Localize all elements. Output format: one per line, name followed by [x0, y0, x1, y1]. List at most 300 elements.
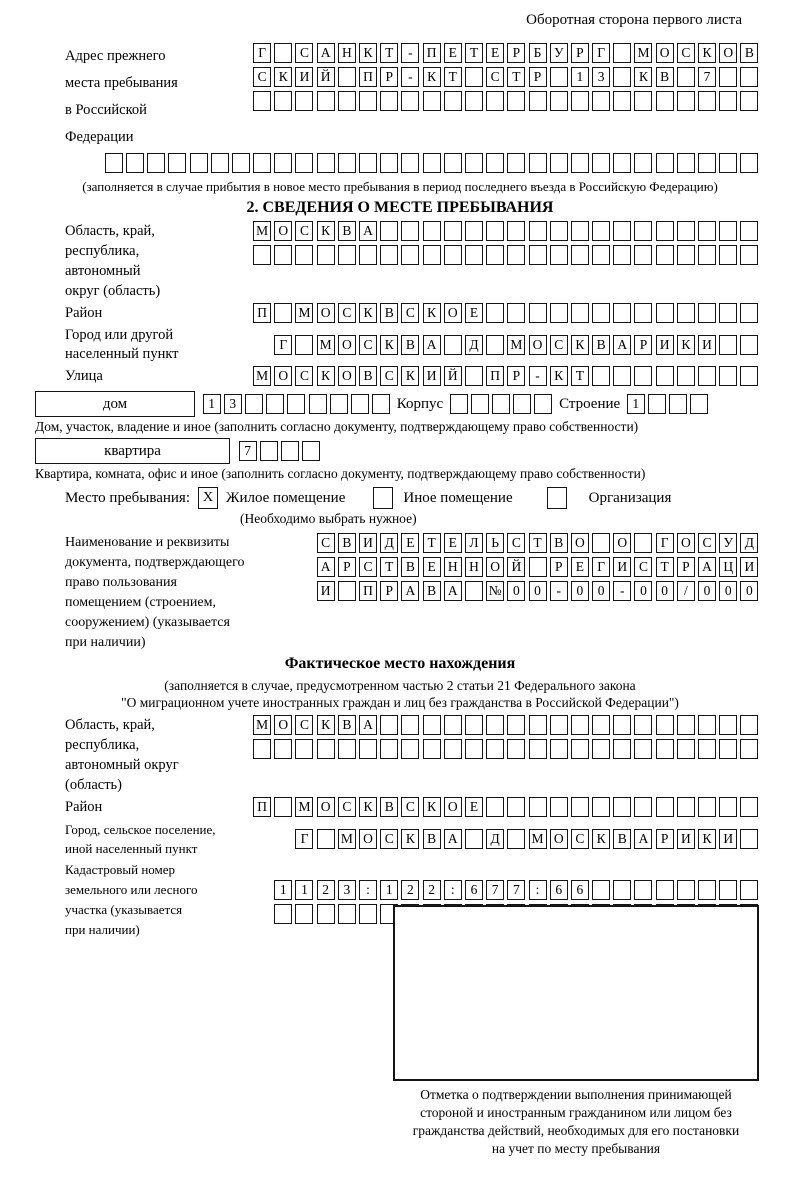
- char-cell[interactable]: И: [719, 829, 737, 849]
- char-cell[interactable]: [380, 739, 398, 759]
- char-cell[interactable]: [529, 91, 547, 111]
- char-cell[interactable]: [253, 739, 271, 759]
- char-cell[interactable]: [359, 245, 377, 265]
- char-cell[interactable]: М: [338, 829, 356, 849]
- char-cell[interactable]: [550, 245, 568, 265]
- char-cell[interactable]: [465, 366, 483, 386]
- char-cell[interactable]: [351, 394, 369, 414]
- char-cell[interactable]: [698, 880, 716, 900]
- char-cell[interactable]: [698, 303, 716, 323]
- char-cell[interactable]: М: [253, 221, 271, 241]
- char-cell[interactable]: [613, 153, 631, 173]
- char-cell[interactable]: [295, 153, 313, 173]
- char-cell[interactable]: О: [613, 533, 631, 553]
- char-cell[interactable]: [245, 394, 263, 414]
- char-cell[interactable]: А: [698, 557, 716, 577]
- char-cell[interactable]: [486, 715, 504, 735]
- char-cell[interactable]: [444, 335, 462, 355]
- char-cell[interactable]: [465, 91, 483, 111]
- char-cell[interactable]: О: [338, 335, 356, 355]
- char-cell[interactable]: 2: [423, 880, 441, 900]
- char-cell[interactable]: [719, 67, 737, 87]
- char-cell[interactable]: [677, 91, 695, 111]
- char-cell[interactable]: М: [295, 797, 313, 817]
- char-cell[interactable]: [656, 245, 674, 265]
- char-cell[interactable]: Т: [444, 67, 462, 87]
- char-cell[interactable]: [507, 715, 525, 735]
- char-cell[interactable]: [677, 153, 695, 173]
- char-cell[interactable]: [740, 303, 758, 323]
- char-cell[interactable]: [634, 366, 652, 386]
- char-cell[interactable]: П: [359, 581, 377, 601]
- char-cell[interactable]: С: [401, 303, 419, 323]
- char-cell[interactable]: [359, 91, 377, 111]
- char-cell[interactable]: 6: [465, 880, 483, 900]
- char-cell[interactable]: [698, 245, 716, 265]
- char-cell[interactable]: С: [253, 67, 271, 87]
- char-cell[interactable]: [613, 797, 631, 817]
- char-cell[interactable]: В: [613, 829, 631, 849]
- char-cell[interactable]: [613, 303, 631, 323]
- char-cell[interactable]: [677, 366, 695, 386]
- char-cell[interactable]: [740, 245, 758, 265]
- char-cell[interactable]: А: [634, 829, 652, 849]
- char-cell[interactable]: [571, 303, 589, 323]
- char-cell[interactable]: П: [423, 43, 441, 63]
- char-cell[interactable]: [534, 394, 552, 414]
- char-cell[interactable]: [232, 153, 250, 173]
- char-cell[interactable]: П: [253, 303, 271, 323]
- char-cell[interactable]: Г: [592, 43, 610, 63]
- char-cell[interactable]: [592, 303, 610, 323]
- char-cell[interactable]: [444, 221, 462, 241]
- char-cell[interactable]: С: [359, 557, 377, 577]
- char-cell[interactable]: [260, 441, 278, 461]
- char-cell[interactable]: К: [401, 829, 419, 849]
- char-cell[interactable]: К: [359, 797, 377, 817]
- char-cell[interactable]: [317, 91, 335, 111]
- char-cell[interactable]: [634, 533, 652, 553]
- char-cell[interactable]: [634, 245, 652, 265]
- char-cell[interactable]: 7: [507, 880, 525, 900]
- char-cell[interactable]: С: [507, 533, 525, 553]
- char-cell[interactable]: [719, 221, 737, 241]
- char-cell[interactable]: Р: [380, 67, 398, 87]
- char-cell[interactable]: [168, 153, 186, 173]
- char-cell[interactable]: [592, 153, 610, 173]
- char-cell[interactable]: [613, 245, 631, 265]
- char-cell[interactable]: [740, 91, 758, 111]
- char-cell[interactable]: А: [317, 557, 335, 577]
- char-cell[interactable]: [592, 91, 610, 111]
- char-cell[interactable]: [613, 221, 631, 241]
- char-cell[interactable]: Й: [317, 67, 335, 87]
- char-cell[interactable]: [380, 91, 398, 111]
- char-cell[interactable]: [698, 739, 716, 759]
- char-cell[interactable]: 6: [550, 880, 568, 900]
- char-cell[interactable]: О: [444, 797, 462, 817]
- char-cell[interactable]: Р: [507, 366, 525, 386]
- char-cell[interactable]: [317, 245, 335, 265]
- char-cell[interactable]: [486, 221, 504, 241]
- char-cell[interactable]: [592, 880, 610, 900]
- char-cell[interactable]: [656, 797, 674, 817]
- char-cell[interactable]: К: [571, 335, 589, 355]
- char-cell[interactable]: [274, 904, 292, 924]
- char-cell[interactable]: [592, 797, 610, 817]
- char-cell[interactable]: 1: [571, 67, 589, 87]
- char-cell[interactable]: В: [423, 581, 441, 601]
- char-cell[interactable]: В: [592, 335, 610, 355]
- char-cell[interactable]: [317, 153, 335, 173]
- char-cell[interactable]: [634, 739, 652, 759]
- char-cell[interactable]: [740, 153, 758, 173]
- char-cell[interactable]: [274, 91, 292, 111]
- char-cell[interactable]: 7: [486, 880, 504, 900]
- char-cell[interactable]: [274, 43, 292, 63]
- char-cell[interactable]: О: [317, 303, 335, 323]
- char-cell[interactable]: [550, 797, 568, 817]
- char-cell[interactable]: [492, 394, 510, 414]
- char-cell[interactable]: Л: [465, 533, 483, 553]
- char-cell[interactable]: В: [380, 797, 398, 817]
- char-cell[interactable]: [571, 221, 589, 241]
- char-cell[interactable]: 0: [634, 581, 652, 601]
- char-cell[interactable]: 0: [592, 581, 610, 601]
- char-cell[interactable]: [266, 394, 284, 414]
- char-cell[interactable]: [669, 394, 687, 414]
- char-cell[interactable]: [613, 739, 631, 759]
- char-cell[interactable]: [719, 880, 737, 900]
- char-cell[interactable]: О: [656, 43, 674, 63]
- char-cell[interactable]: О: [677, 533, 695, 553]
- char-cell[interactable]: Р: [634, 335, 652, 355]
- char-cell[interactable]: [486, 739, 504, 759]
- char-cell[interactable]: У: [719, 533, 737, 553]
- char-cell[interactable]: Н: [338, 43, 356, 63]
- char-cell[interactable]: -: [401, 67, 419, 87]
- char-cell[interactable]: А: [423, 335, 441, 355]
- char-cell[interactable]: К: [423, 797, 441, 817]
- char-cell[interactable]: 0: [698, 581, 716, 601]
- char-cell[interactable]: [592, 366, 610, 386]
- char-cell[interactable]: [302, 441, 320, 461]
- char-cell[interactable]: С: [338, 797, 356, 817]
- char-cell[interactable]: Й: [444, 366, 462, 386]
- char-cell[interactable]: [465, 829, 483, 849]
- char-cell[interactable]: К: [677, 335, 695, 355]
- char-cell[interactable]: Т: [423, 533, 441, 553]
- char-cell[interactable]: [740, 797, 758, 817]
- char-cell[interactable]: М: [507, 335, 525, 355]
- char-cell[interactable]: [634, 221, 652, 241]
- char-cell[interactable]: 7: [698, 67, 716, 87]
- char-cell[interactable]: [211, 153, 229, 173]
- char-cell[interactable]: 2: [317, 880, 335, 900]
- char-cell[interactable]: [274, 303, 292, 323]
- char-cell[interactable]: -: [550, 581, 568, 601]
- char-cell[interactable]: /: [677, 581, 695, 601]
- char-cell[interactable]: С: [571, 829, 589, 849]
- char-cell[interactable]: 0: [571, 581, 589, 601]
- char-cell[interactable]: [507, 153, 525, 173]
- char-cell[interactable]: [401, 245, 419, 265]
- char-cell[interactable]: [287, 394, 305, 414]
- char-cell[interactable]: [401, 91, 419, 111]
- char-cell[interactable]: [372, 394, 390, 414]
- char-cell[interactable]: [380, 245, 398, 265]
- char-cell[interactable]: Т: [465, 43, 483, 63]
- char-cell[interactable]: М: [317, 335, 335, 355]
- char-cell[interactable]: 7: [239, 441, 257, 461]
- char-cell[interactable]: В: [740, 43, 758, 63]
- char-cell[interactable]: А: [444, 829, 462, 849]
- char-cell[interactable]: [656, 739, 674, 759]
- char-cell[interactable]: С: [401, 797, 419, 817]
- char-cell[interactable]: О: [550, 829, 568, 849]
- char-cell[interactable]: И: [423, 366, 441, 386]
- char-cell[interactable]: [486, 245, 504, 265]
- char-cell[interactable]: [507, 797, 525, 817]
- char-cell[interactable]: [698, 366, 716, 386]
- char-cell[interactable]: [529, 797, 547, 817]
- char-cell[interactable]: [471, 394, 489, 414]
- char-cell[interactable]: И: [677, 829, 695, 849]
- char-cell[interactable]: [690, 394, 708, 414]
- char-cell[interactable]: [613, 366, 631, 386]
- char-cell[interactable]: [550, 67, 568, 87]
- char-cell[interactable]: [507, 739, 525, 759]
- char-cell[interactable]: [253, 153, 271, 173]
- char-cell[interactable]: [634, 153, 652, 173]
- char-cell[interactable]: В: [423, 829, 441, 849]
- char-cell[interactable]: [486, 153, 504, 173]
- char-cell[interactable]: [423, 91, 441, 111]
- char-cell[interactable]: К: [317, 715, 335, 735]
- char-cell[interactable]: 1: [203, 394, 221, 414]
- char-cell[interactable]: [465, 221, 483, 241]
- char-cell[interactable]: [274, 153, 292, 173]
- char-cell[interactable]: [253, 91, 271, 111]
- char-cell[interactable]: [698, 153, 716, 173]
- char-cell[interactable]: [253, 245, 271, 265]
- char-cell[interactable]: [529, 557, 547, 577]
- char-cell[interactable]: [465, 581, 483, 601]
- char-cell[interactable]: С: [317, 533, 335, 553]
- char-cell[interactable]: [719, 366, 737, 386]
- char-cell[interactable]: П: [253, 797, 271, 817]
- char-cell[interactable]: [677, 715, 695, 735]
- char-cell[interactable]: 3: [338, 880, 356, 900]
- char-cell[interactable]: Г: [656, 533, 674, 553]
- char-cell[interactable]: [634, 303, 652, 323]
- char-cell[interactable]: [656, 366, 674, 386]
- char-cell[interactable]: [719, 335, 737, 355]
- char-cell[interactable]: :: [359, 880, 377, 900]
- char-cell[interactable]: С: [698, 533, 716, 553]
- char-cell[interactable]: 0: [656, 581, 674, 601]
- char-cell[interactable]: [740, 221, 758, 241]
- char-cell[interactable]: Е: [444, 43, 462, 63]
- char-cell[interactable]: [677, 67, 695, 87]
- char-cell[interactable]: Е: [423, 557, 441, 577]
- char-cell[interactable]: [190, 153, 208, 173]
- char-cell[interactable]: Г: [274, 335, 292, 355]
- char-cell[interactable]: -: [613, 581, 631, 601]
- char-cell[interactable]: [592, 533, 610, 553]
- char-cell[interactable]: [656, 880, 674, 900]
- char-cell[interactable]: Д: [486, 829, 504, 849]
- char-cell[interactable]: [274, 245, 292, 265]
- char-cell[interactable]: Т: [380, 43, 398, 63]
- char-cell[interactable]: [330, 394, 348, 414]
- char-cell[interactable]: [740, 829, 758, 849]
- char-cell[interactable]: [338, 67, 356, 87]
- char-cell[interactable]: [719, 153, 737, 173]
- char-cell[interactable]: [507, 91, 525, 111]
- char-cell[interactable]: [592, 715, 610, 735]
- char-cell[interactable]: -: [401, 43, 419, 63]
- char-cell[interactable]: [698, 715, 716, 735]
- char-cell[interactable]: Р: [507, 43, 525, 63]
- char-cell[interactable]: А: [613, 335, 631, 355]
- char-cell[interactable]: [677, 245, 695, 265]
- char-cell[interactable]: К: [423, 303, 441, 323]
- char-cell[interactable]: Т: [529, 533, 547, 553]
- char-cell[interactable]: Д: [465, 335, 483, 355]
- char-cell[interactable]: А: [317, 43, 335, 63]
- char-cell[interactable]: М: [253, 715, 271, 735]
- char-cell[interactable]: С: [380, 829, 398, 849]
- char-cell[interactable]: И: [656, 335, 674, 355]
- char-cell[interactable]: Ц: [719, 557, 737, 577]
- char-cell[interactable]: С: [338, 303, 356, 323]
- char-cell[interactable]: [401, 715, 419, 735]
- char-cell[interactable]: [677, 303, 695, 323]
- char-cell[interactable]: [677, 221, 695, 241]
- char-cell[interactable]: Д: [740, 533, 758, 553]
- char-cell[interactable]: [634, 880, 652, 900]
- char-cell[interactable]: У: [550, 43, 568, 63]
- char-cell[interactable]: [295, 335, 313, 355]
- char-cell[interactable]: К: [274, 67, 292, 87]
- char-cell[interactable]: Р: [380, 581, 398, 601]
- char-cell[interactable]: [486, 303, 504, 323]
- char-cell[interactable]: К: [698, 43, 716, 63]
- char-cell[interactable]: [507, 221, 525, 241]
- char-cell[interactable]: Ь: [486, 533, 504, 553]
- char-cell[interactable]: [698, 797, 716, 817]
- char-cell[interactable]: [677, 739, 695, 759]
- char-cell[interactable]: [571, 715, 589, 735]
- char-cell[interactable]: [634, 91, 652, 111]
- char-cell[interactable]: [338, 904, 356, 924]
- char-cell[interactable]: Р: [338, 557, 356, 577]
- char-cell[interactable]: -: [529, 366, 547, 386]
- char-cell[interactable]: Н: [465, 557, 483, 577]
- char-cell[interactable]: [613, 43, 631, 63]
- char-cell[interactable]: [359, 153, 377, 173]
- char-cell[interactable]: И: [317, 581, 335, 601]
- char-cell[interactable]: [317, 829, 335, 849]
- char-cell[interactable]: Р: [677, 557, 695, 577]
- char-cell[interactable]: [486, 797, 504, 817]
- char-cell[interactable]: Е: [571, 557, 589, 577]
- char-cell[interactable]: Е: [486, 43, 504, 63]
- char-cell[interactable]: [740, 880, 758, 900]
- char-cell[interactable]: [592, 245, 610, 265]
- char-cell[interactable]: С: [295, 221, 313, 241]
- char-cell[interactable]: П: [359, 67, 377, 87]
- char-cell[interactable]: [513, 394, 531, 414]
- char-cell[interactable]: К: [698, 829, 716, 849]
- char-cell[interactable]: [648, 394, 666, 414]
- char-cell[interactable]: [740, 366, 758, 386]
- char-cell[interactable]: В: [401, 557, 419, 577]
- char-cell[interactable]: К: [380, 335, 398, 355]
- checkbox-zhiloe[interactable]: X: [198, 487, 218, 509]
- char-cell[interactable]: О: [338, 366, 356, 386]
- char-cell[interactable]: [126, 153, 144, 173]
- char-cell[interactable]: [592, 221, 610, 241]
- char-cell[interactable]: №: [486, 581, 504, 601]
- char-cell[interactable]: 0: [740, 581, 758, 601]
- char-cell[interactable]: 1: [274, 880, 292, 900]
- char-cell[interactable]: [677, 880, 695, 900]
- char-cell[interactable]: [423, 739, 441, 759]
- char-cell[interactable]: 2: [401, 880, 419, 900]
- char-cell[interactable]: [450, 394, 468, 414]
- char-cell[interactable]: О: [317, 797, 335, 817]
- char-cell[interactable]: 0: [507, 581, 525, 601]
- char-cell[interactable]: К: [401, 366, 419, 386]
- char-cell[interactable]: В: [338, 533, 356, 553]
- char-cell[interactable]: [550, 221, 568, 241]
- char-cell[interactable]: [550, 153, 568, 173]
- char-cell[interactable]: М: [295, 303, 313, 323]
- char-cell[interactable]: [529, 221, 547, 241]
- char-cell[interactable]: К: [550, 366, 568, 386]
- char-cell[interactable]: А: [401, 581, 419, 601]
- char-cell[interactable]: [719, 245, 737, 265]
- char-cell[interactable]: [613, 67, 631, 87]
- char-cell[interactable]: П: [486, 366, 504, 386]
- char-cell[interactable]: [338, 739, 356, 759]
- char-cell[interactable]: Т: [571, 366, 589, 386]
- char-cell[interactable]: [295, 904, 313, 924]
- char-cell[interactable]: [105, 153, 123, 173]
- char-cell[interactable]: Г: [253, 43, 271, 63]
- char-cell[interactable]: [656, 221, 674, 241]
- char-cell[interactable]: [281, 441, 299, 461]
- char-cell[interactable]: [550, 303, 568, 323]
- char-cell[interactable]: К: [317, 221, 335, 241]
- char-cell[interactable]: Г: [295, 829, 313, 849]
- char-cell[interactable]: [613, 715, 631, 735]
- char-cell[interactable]: С: [295, 715, 313, 735]
- char-cell[interactable]: О: [571, 533, 589, 553]
- char-cell[interactable]: [613, 91, 631, 111]
- char-cell[interactable]: К: [359, 303, 377, 323]
- char-cell[interactable]: :: [529, 880, 547, 900]
- char-cell[interactable]: [592, 739, 610, 759]
- char-cell[interactable]: Т: [507, 67, 525, 87]
- char-cell[interactable]: [317, 739, 335, 759]
- char-cell[interactable]: [571, 245, 589, 265]
- char-cell[interactable]: О: [486, 557, 504, 577]
- char-cell[interactable]: [147, 153, 165, 173]
- char-cell[interactable]: [529, 245, 547, 265]
